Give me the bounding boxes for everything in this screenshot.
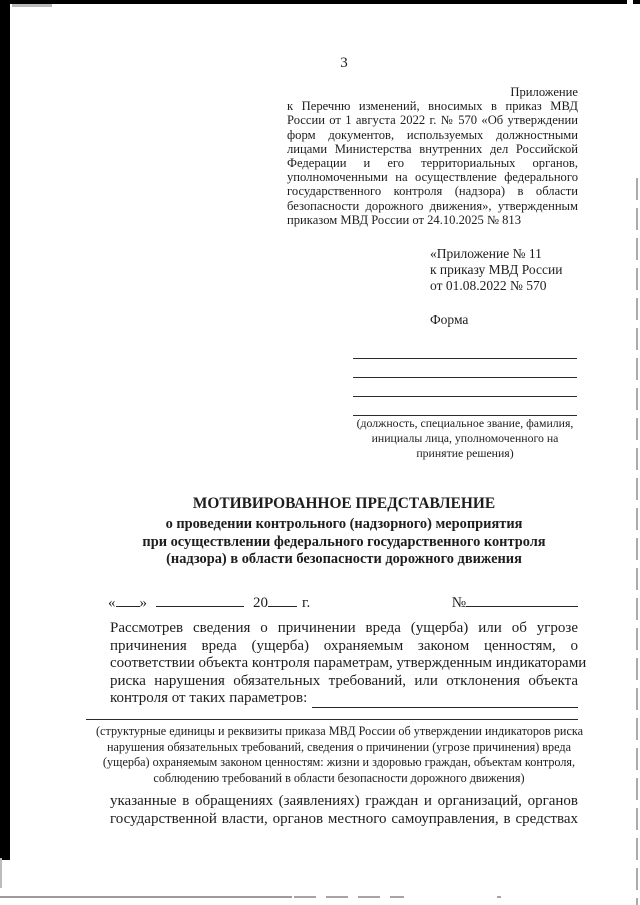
paragraph-last-text: контроля от таких параметров: (110, 690, 308, 707)
date-number-row (108, 593, 578, 612)
paragraph-last-line (110, 690, 578, 708)
number-blank (466, 593, 578, 607)
paragraph-line: соответствии объекта контроля параметрам, утвержденным индикаторами (110, 655, 587, 672)
scan-edge-top-notch (627, 0, 633, 4)
appendix-header-line: государственного контроля (надзора) в области (287, 184, 578, 199)
paragraph-line: причинения вреда (ущерба) охраняемым законом ценностям, о (110, 637, 578, 654)
scan-edge-left-tail (0, 858, 2, 888)
date-field (108, 593, 310, 612)
footnote-line: нарушения обязательных требований, сведения о причинении (угрозе причинения) вреда (106, 739, 572, 754)
document-title-line: о проведении контрольного (надзорного) мероприятия (165, 516, 523, 533)
appendix-header-line: форм документов, используемых должностными (287, 127, 578, 142)
signature-blank-line (353, 378, 577, 397)
appendix-header-line: Федерации и его территориальных органов, (287, 156, 578, 171)
date-close-quote: » (139, 595, 147, 611)
scan-edge-bottom-dashes (294, 896, 404, 898)
appendix-header-label: Приложение (510, 85, 578, 99)
appendix-ref-line: к приказу МВД России (430, 261, 563, 277)
page-number: 3 (340, 55, 348, 71)
footnote-text (96, 724, 582, 786)
paragraph-line: риска нарушения обязательных требований, или отклонения объекта (110, 672, 578, 689)
signature-caption (348, 416, 582, 461)
number-sign: № (451, 595, 466, 611)
date-year-blank (268, 593, 297, 607)
appendix-header-line: безопасности дорожного движения», утвержденным (287, 198, 578, 213)
signature-caption-line: инициалы лица, уполномоченного на (371, 431, 559, 445)
appendix-header-line: приказом МВД России от 24.10.2025 № 813 (287, 212, 521, 227)
document-number-field (452, 593, 578, 612)
scan-edge-left (0, 0, 10, 860)
date-month-blank (156, 593, 244, 607)
main-paragraph-2 (110, 792, 578, 828)
main-paragraph-1 (110, 620, 587, 708)
signature-caption-line: принятие решения) (416, 446, 514, 460)
date-day-blank (116, 593, 140, 607)
scan-edge-bottom (0, 896, 292, 898)
footnote-line: (структурные единицы и реквизиты приказа МВД России об утверждении индикаторов риска (96, 724, 583, 738)
signature-blank-line (353, 397, 577, 416)
paragraph-line: указанные в обращениях (заявлениях) граждан и организаций, органов (110, 793, 578, 809)
appendix-header-line: России от 1 августа 2022 г. № 570 «Об утверждении (287, 113, 578, 128)
appendix-header-block (287, 85, 578, 227)
scan-edge-top (0, 0, 640, 4)
form-label: Форма (430, 312, 469, 327)
document-title-line: при осуществлении федерального государственного контроля (142, 533, 546, 550)
document-title (100, 495, 588, 569)
paragraph-line: Рассмотрев сведения о причинении вреда (ущерба) или об угрозе (110, 620, 578, 636)
scan-smudge (12, 4, 52, 7)
appendix-ref-block (430, 246, 562, 293)
paragraph-line: государственной власти, органов местного самоуправления, в средствах (110, 811, 578, 827)
appendix-header-line: к Перечню изменений, вносимых в приказ МВД (287, 99, 578, 114)
footnote-line: (ущерба) охраняемым законом ценностям: жизни и здоровью граждан, объектам контроля, (102, 755, 576, 769)
scan-edge-right (636, 178, 638, 905)
scan-edge-bottom-dot (497, 896, 501, 898)
appendix-header-line: уполномоченными на осуществление федерального (287, 170, 578, 185)
appendix-ref-line: от 01.08.2022 № 570 (430, 277, 547, 293)
signature-caption-line: (должность, специальное звание, фамилия, (356, 416, 574, 430)
signature-blank-line (353, 359, 577, 378)
appendix-header-line: лицами Министерства внутренних дел Российской (287, 141, 578, 156)
date-year-prefix: 20 (253, 595, 268, 611)
document-title-line: (надзора) в области безопасности дорожного движения (166, 551, 522, 568)
footnote-rule (86, 719, 578, 720)
date-year-suffix: г. (302, 595, 311, 611)
date-open-quote: « (108, 595, 116, 611)
appendix-ref-line: «Приложение № 11 (430, 246, 542, 261)
document-title-line: МОТИВИРОВАННОЕ ПРЕДСТАВЛЕНИЕ (192, 495, 496, 512)
appendix-header-text (287, 99, 578, 227)
main-paragraph-1-lines (110, 620, 587, 690)
signature-blank-line (353, 340, 577, 359)
signature-blank-lines (353, 340, 577, 416)
footnote-line: соблюдению требований в области безопасности дорожного движения) (153, 770, 525, 785)
blank-fill-line (312, 693, 578, 708)
